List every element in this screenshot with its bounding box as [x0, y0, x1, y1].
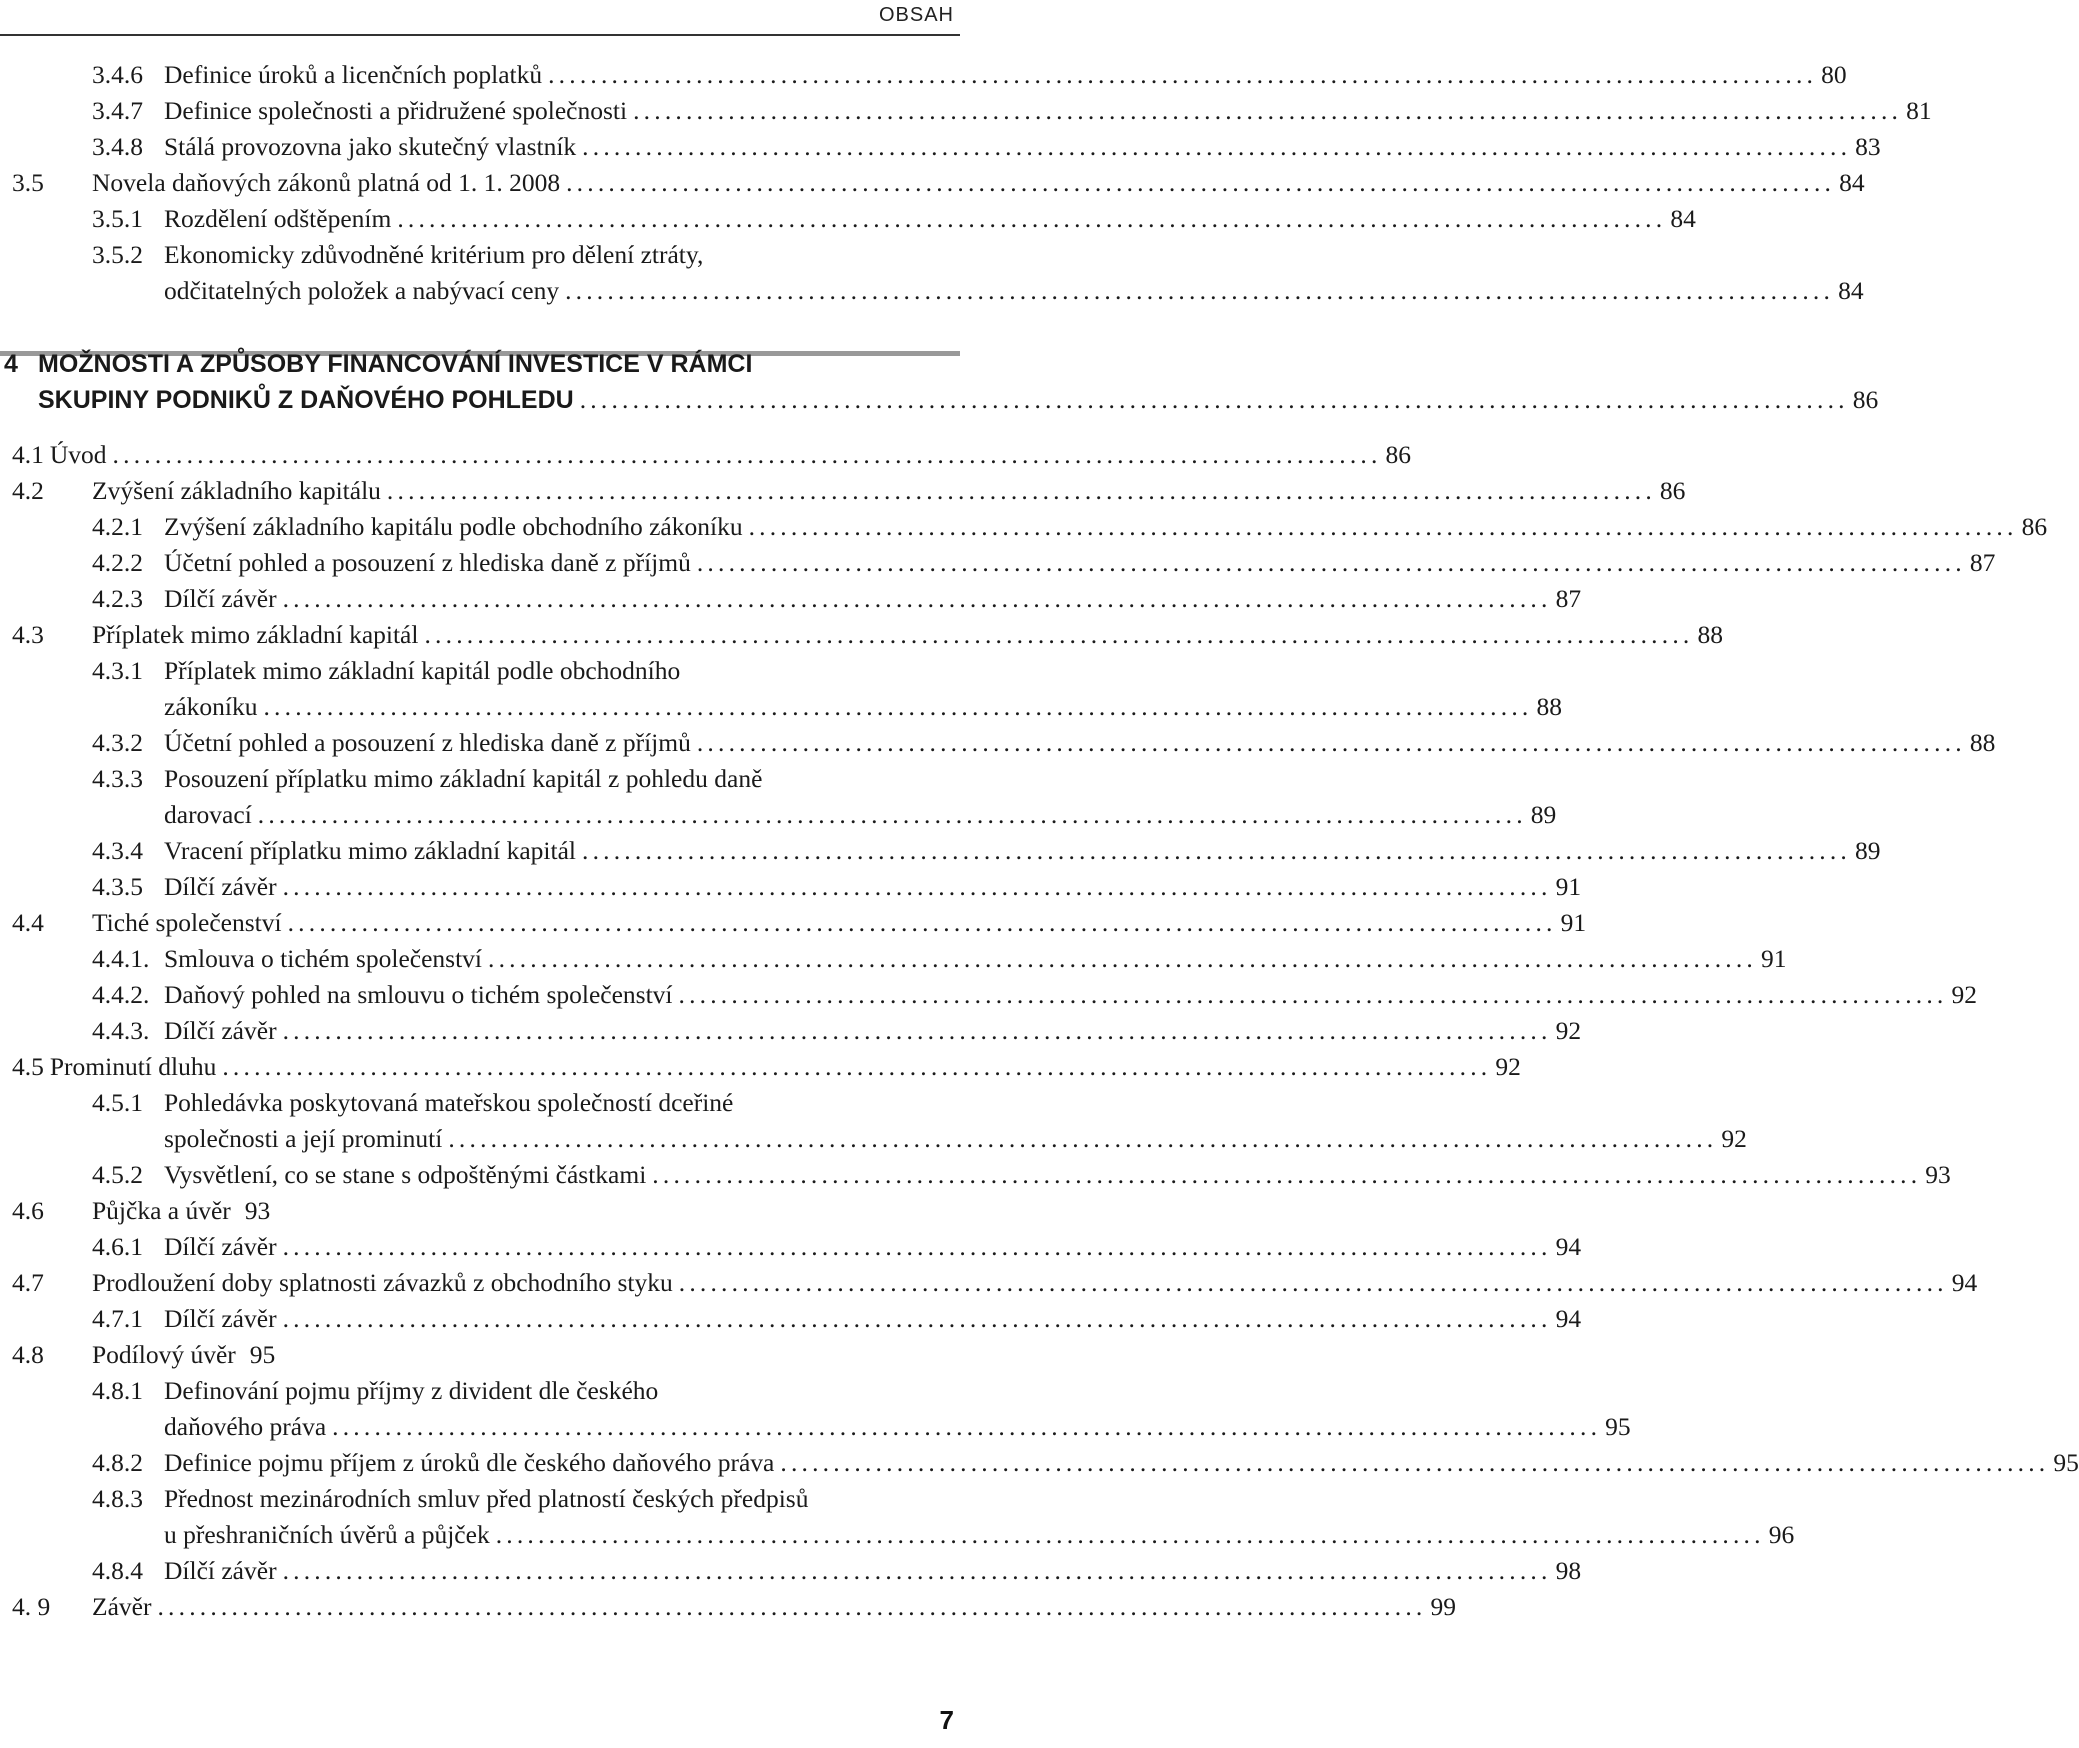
- entry-number: 4.4.2.: [92, 980, 150, 1009]
- entry-page-number: 93: [1925, 1160, 1951, 1189]
- entry-title-line: Definování pojmu příjmy z divident dle českého: [164, 1376, 659, 1405]
- entry-page-number: 87: [1555, 584, 1582, 613]
- entry-title-line: Pohledávka poskytovaná mateřskou společností dceřiné: [164, 1088, 734, 1117]
- entry-page-number: 91: [1761, 944, 1787, 973]
- entry-number: 4.3.5: [92, 872, 143, 901]
- entry-title: [164, 93, 1932, 129]
- entry-title-line: odčitatelných položek a nabývací ceny: [164, 276, 560, 305]
- entry-number: 4.8: [12, 1340, 44, 1369]
- entry-title-line: Podílový úvěr: [92, 1340, 236, 1369]
- entry-title-line: Dílčí závěr: [164, 872, 277, 901]
- entry-title: [164, 1301, 1582, 1337]
- entry-title-line: Dílčí závěr: [164, 1304, 277, 1333]
- dot-leader: ........................................................................................................................: [633, 96, 1903, 125]
- entry-number: 4.8.2: [92, 1448, 143, 1477]
- entry-page-number: 99: [1430, 1592, 1456, 1621]
- dot-leader: ........................................................................................................................: [282, 1556, 1552, 1585]
- entry-page-number: 95: [2053, 1448, 2079, 1477]
- entry-title: [164, 1445, 2079, 1481]
- entry-number: 4.1: [12, 440, 44, 469]
- entry-number: 3.5.1: [92, 204, 143, 233]
- entry-title-line: Účetní pohled a posouzení z hlediska daně z příjmů: [164, 548, 691, 577]
- entry-number: 4.4.3.: [92, 1016, 150, 1045]
- entry-title-line: Dílčí závěr: [164, 1232, 277, 1261]
- entry-page-number: 86: [1385, 440, 1412, 469]
- entry-number: 4.6: [12, 1196, 44, 1225]
- entry-title: [92, 1193, 270, 1229]
- entry-title-line: Účetní pohled a posouzení z hlediska daně z příjmů: [164, 728, 691, 757]
- entry-title: [164, 237, 1864, 309]
- dot-leader: ........................................................................................................................: [748, 512, 2018, 541]
- entry-page-number: 88: [1969, 728, 1996, 757]
- entry-page-number: 83: [1855, 132, 1881, 161]
- entry-page-number: 88: [1536, 692, 1562, 721]
- entry-title-line: Tiché společenství: [92, 908, 282, 937]
- entry-number: 4.2.1: [92, 512, 143, 541]
- dot-leader: ........................................................................................................................: [582, 836, 1851, 865]
- entry-title: [164, 1373, 1631, 1445]
- entry-title-line: Dílčí závěr: [164, 1016, 277, 1045]
- dot-leader: ........................................................................................................................: [282, 584, 1552, 613]
- dot-leader: ........................................................................................................................: [263, 692, 1533, 721]
- entry-title-line: Definice úroků a licenčních poplatků: [164, 60, 543, 89]
- dot-leader: ........................................................................................................................: [696, 728, 1966, 757]
- entry-title: [164, 545, 1996, 581]
- entry-number: 4.8.3: [92, 1484, 143, 1513]
- entry-page-number: 95: [1605, 1412, 1631, 1441]
- page-number: 7: [939, 1705, 954, 1735]
- entry-title-line: Rozdělení odštěpením: [164, 204, 392, 233]
- entry-title: [92, 617, 1723, 653]
- entry-number: 4.2.3: [92, 584, 143, 613]
- entry-number: 4.8.4: [92, 1556, 143, 1585]
- entry-page-number: 86: [2021, 512, 2048, 541]
- entry-number: 4.5.2: [92, 1160, 143, 1189]
- dot-leader: ........................................................................................................................: [582, 132, 1852, 161]
- dot-leader: ........................................................................................................................: [488, 944, 1757, 973]
- entry-title: [92, 1589, 1456, 1625]
- entry-page-number: 94: [1951, 1268, 1978, 1297]
- entry-page-number: 84: [1839, 168, 1865, 197]
- dot-leader: ........................................................................................................................: [257, 800, 1527, 829]
- entry-page-number: 95: [249, 1340, 276, 1369]
- dot-leader: ........................................................................................................................: [565, 276, 1835, 305]
- dot-leader: ........................................................................................................................: [112, 440, 1382, 469]
- entry-title-line: Ekonomicky zdůvodněné kritérium pro dělení ztráty,: [164, 240, 704, 269]
- dot-leader: ........................................................................................................................: [780, 1448, 2050, 1477]
- entry-title-line: Posouzení příplatku mimo základní kapitál z pohledu daně: [164, 764, 763, 793]
- entry-page-number: 94: [1555, 1232, 1582, 1261]
- entry-title: [92, 905, 1587, 941]
- entry-number: 4.4.1.: [92, 944, 150, 973]
- entry-title-line: Novela daňových zákonů platná od 1. 1. 2008: [92, 168, 561, 197]
- entry-page-number: 88: [1697, 620, 1723, 649]
- entry-number: 4: [4, 350, 18, 378]
- entry-title: [164, 1085, 1747, 1157]
- header-rule: [0, 34, 960, 36]
- entry-title: [164, 201, 1696, 237]
- dot-leader: ........................................................................................................................: [579, 385, 1849, 414]
- entry-title: [164, 761, 1557, 833]
- entry-title-line: Prominutí dluhu: [49, 1052, 217, 1081]
- entry-title: [164, 129, 1881, 165]
- entry-title-line: Vracení příplatku mimo základní kapitál: [164, 836, 576, 865]
- entry-page-number: 91: [1555, 872, 1582, 901]
- entry-number: 4.3.1: [92, 656, 143, 685]
- entry-title-line: Definice pojmu příjem z úroků dle českého daňového práva: [164, 1448, 775, 1477]
- entry-page-number: 98: [1555, 1556, 1582, 1585]
- entry-page-number: 92: [1721, 1124, 1747, 1153]
- dot-leader: ........................................................................................................................: [332, 1412, 1602, 1441]
- entry-title-line: Zvýšení základního kapitálu: [92, 476, 381, 505]
- dot-leader: ........................................................................................................................: [696, 548, 1966, 577]
- entry-title: [164, 869, 1582, 905]
- dot-leader: ........................................................................................................................: [282, 1304, 1552, 1333]
- dot-leader: ........................................................................................................................: [282, 872, 1552, 901]
- entry-number: 4.8.1: [92, 1376, 143, 1405]
- entry-title-line: Definice společnosti a přidružené společnosti: [164, 96, 628, 125]
- entry-number: 4.2: [12, 476, 44, 505]
- entry-page-number: 84: [1670, 204, 1696, 233]
- entry-title: [164, 653, 1562, 725]
- entry-title-line: Dílčí závěr: [164, 584, 277, 613]
- entry-title: [164, 1481, 1795, 1553]
- dot-leader: ........................................................................................................................: [448, 1124, 1718, 1153]
- entry-number: 3.4.8: [92, 132, 143, 161]
- entry-title: [164, 1013, 1582, 1049]
- entry-title-line: Smlouva o tichém společenství: [164, 944, 482, 973]
- dot-leader: ........................................................................................................................: [652, 1160, 1922, 1189]
- dot-leader: ........................................................................................................................: [287, 908, 1557, 937]
- entry-number: 3.5: [12, 168, 44, 197]
- entry-number: 4.3.2: [92, 728, 143, 757]
- entry-title-line: Daňový pohled na smlouvu o tichém společenství: [164, 980, 673, 1009]
- entry-number: 3.5.2: [92, 240, 143, 269]
- entry-title: [92, 473, 1686, 509]
- entry-number: 4. 9: [12, 1592, 51, 1621]
- dot-leader: ........................................................................................................................: [157, 1592, 1427, 1621]
- entry-page-number: 91: [1560, 908, 1587, 937]
- entry-title: [164, 941, 1787, 977]
- entry-title-line: darovací: [164, 800, 252, 829]
- entry-title: [38, 346, 1879, 418]
- entry-title-line: Závěr: [92, 1592, 152, 1621]
- entry-title: [164, 977, 1977, 1013]
- entry-number: 4.5.1: [92, 1088, 143, 1117]
- entry-title: [164, 57, 1847, 93]
- entry-title-line: MOŽNOSTI A ZPŮSOBY FINANCOVÁNÍ INVESTICE V RÁMCI: [38, 350, 753, 378]
- entry-title-line: zákoníku: [164, 692, 258, 721]
- entry-title-line: Půjčka a úvěr: [92, 1196, 231, 1225]
- entry-number: 4.4: [12, 908, 44, 937]
- entry-title-line: Prodloužení doby splatnosti závazků z obchodního styku: [92, 1268, 673, 1297]
- running-header: OBSAH: [878, 4, 954, 26]
- entry-title-line: Zvýšení základního kapitálu podle obchodního zákoníku: [164, 512, 743, 541]
- entry-title-line: Stálá provozovna jako skutečný vlastník: [164, 132, 577, 161]
- entry-page-number: 93: [244, 1196, 271, 1225]
- entry-title-line: Příplatek mimo základní kapitál podle obchodního: [164, 656, 681, 685]
- dot-leader: ........................................................................................................................: [397, 204, 1667, 233]
- entry-title: [164, 509, 2048, 545]
- entry-title-line: Dílčí závěr: [164, 1556, 277, 1585]
- dot-leader: ........................................................................................................................: [548, 60, 1818, 89]
- entry-title: [164, 581, 1582, 617]
- entry-title-line: SKUPINY PODNIKŮ Z DAŇOVÉHO POHLEDU: [38, 386, 574, 414]
- entry-title: [164, 725, 1996, 761]
- entry-number: 4.2.2: [92, 548, 143, 577]
- entry-number: 4.3.3: [92, 764, 143, 793]
- entry-title-line: Příplatek mimo základní kapitál: [92, 620, 419, 649]
- entry-page-number: 89: [1530, 800, 1557, 829]
- entry-number: 4.7: [12, 1268, 44, 1297]
- entry-page-number: 80: [1821, 60, 1847, 89]
- entry-number: 3.4.6: [92, 60, 143, 89]
- dot-leader: ........................................................................................................................: [386, 476, 1656, 505]
- entry-title-line: Přednost mezinárodních smluv před platností českých předpisů: [164, 1484, 809, 1513]
- entry-title: [92, 1337, 275, 1373]
- entry-number: 4.5: [12, 1052, 44, 1081]
- entry-title: [164, 1553, 1582, 1589]
- entry-title-line: společnosti a její prominutí: [164, 1124, 443, 1153]
- entry-title: [49, 1049, 1521, 1085]
- dot-leader: ........................................................................................................................: [495, 1520, 1765, 1549]
- entry-page-number: 96: [1768, 1520, 1795, 1549]
- entry-page-number: 89: [1855, 836, 1881, 865]
- entry-page-number: 92: [1555, 1016, 1582, 1045]
- entry-number: 4.3.4: [92, 836, 143, 865]
- entry-title: [92, 1265, 1978, 1301]
- entry-title-line: u přeshraničních úvěrů a půjček: [164, 1520, 490, 1549]
- entry-number: 3.4.7: [92, 96, 143, 125]
- entry-title: [164, 1229, 1582, 1265]
- entry-page-number: 87: [1969, 548, 1996, 577]
- entry-title: [92, 165, 1865, 201]
- entry-title-line: Vysvětlení, co se stane s odpoštěnými částkami: [164, 1160, 647, 1189]
- dot-leader: ........................................................................................................................: [678, 1268, 1948, 1297]
- entry-page-number: 86: [1659, 476, 1686, 505]
- entry-page-number: 92: [1951, 980, 1977, 1009]
- entry-number: 4.3: [12, 620, 44, 649]
- entry-title: [164, 1157, 1951, 1193]
- entry-title: [49, 437, 1412, 473]
- entry-page-number: 84: [1838, 276, 1864, 305]
- entry-title: [164, 833, 1881, 869]
- dot-leader: ........................................................................................................................: [424, 620, 1694, 649]
- dot-leader: ........................................................................................................................: [566, 168, 1836, 197]
- dot-leader: ........................................................................................................................: [282, 1016, 1552, 1045]
- entry-page-number: 86: [1852, 385, 1879, 414]
- entry-title-line: Úvod: [49, 440, 107, 469]
- dot-leader: ........................................................................................................................: [282, 1232, 1552, 1261]
- entry-page-number: 94: [1555, 1304, 1582, 1333]
- dot-leader: ........................................................................................................................: [678, 980, 1948, 1009]
- entry-title-line: daňového práva: [164, 1412, 327, 1441]
- entry-page-number: 81: [1906, 96, 1932, 125]
- dot-leader: ........................................................................................................................: [222, 1052, 1492, 1081]
- entry-number: 4.7.1: [92, 1304, 143, 1333]
- entry-number: 4.6.1: [92, 1232, 143, 1261]
- entry-page-number: 92: [1495, 1052, 1521, 1081]
